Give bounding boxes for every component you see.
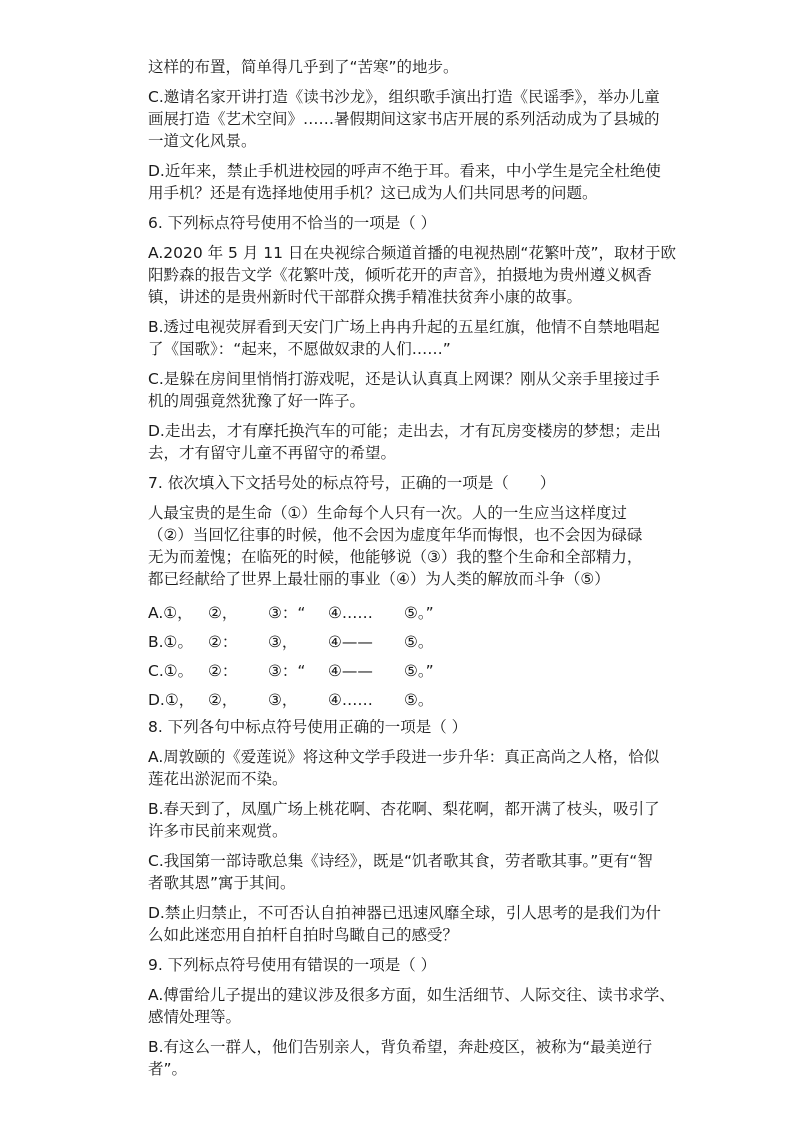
q5-option-d [148,160,696,204]
q7-option-d [148,685,696,714]
q6-option-d [148,420,696,464]
text-line: C.是躲在房间里悄悄打游戏呢，还是认认真真上网课？刚从父亲手里接过手 [148,370,660,388]
text-line: B.春天到了，凤凰广场上桃花啊、杏花啊、梨花啊，都开满了枝头，吸引了 [148,800,660,818]
text-line: D.近年来，禁止手机进校园的呼声不绝于耳。看来，中小学生是完全杜绝使 [148,162,661,180]
text-line: 者歌其恩”寓于其间。 [148,874,296,892]
text-line: （②）当回忆往事的时候，他不会因为虚度年华而悔恨，也不会因为碌碌 [148,526,643,544]
q6-option-c [148,368,696,412]
text-line: 去，才有留守儿童不再留守的希望。 [148,444,397,462]
option-cell: C.①。 [148,661,194,680]
text-line: 机的周强竟然犹豫了好一阵子。 [148,392,366,410]
question-stem: 8. 下列各句中标点符号使用正确的一项是（ ） [148,718,468,736]
q9-option-a [148,984,696,1028]
q8-option-b [148,798,696,842]
question-stem: 6. 下列标点符号使用不恰当的一项是（ ） [148,214,437,232]
option-cell: ④—— [328,632,373,651]
q7-option-c [148,656,696,685]
q6-option-a [148,242,696,308]
text-line: A.周敦颐的《爱莲说》将这种文学手段进一步升华：真正高尚之人格，恰似 [148,748,660,766]
question-stem: 7. 依次填入下文括号处的标点符号，正确的一项是（ ） [148,474,556,492]
q8-stem [148,716,696,738]
text-line: A.傅雷给儿子提出的建议涉及很多方面，如生活细节、人际交往、读书求学、 [148,986,675,1004]
q7-passage [148,502,696,590]
q9-stem [148,954,696,976]
text-line: 感情处理等。 [148,1008,242,1026]
text-line: A.2020 年 5 月 11 日在央视综合频道首播的电视热剧“花繁叶茂”，取材于欧 [148,244,676,262]
option-cell: ②： [208,661,238,680]
text-line: D.禁止归禁止，不可否认自拍神器已迅速风靡全球，引人思考的是我们为什 [148,904,661,922]
option-cell: ④…… [328,690,373,709]
text-line: 许多市民前来观赏。 [148,822,288,840]
option-cell: B.①。 [148,632,193,651]
text-line: 这样的布置，简单得几乎到了“苦寒”的地步。 [148,58,459,76]
text-line: 用手机？还是有选择地使用手机？这已成为人们共同思考的问题。 [148,184,598,202]
text-line: 人最宝贵的是生命（①）生命每个人只有一次。人的一生应当这样度过 [148,504,627,522]
text-line: C.我国第一部诗歌总集《诗经》，既是“饥者歌其食，劳者歌其事。”更有“智 [148,852,653,870]
text-line: B.有这么一群人，他们告别亲人，背负希望，奔赴疫区，被称为“最美逆行 [148,1038,653,1056]
text-line: 一道文化风景。 [148,132,257,150]
option-cell: ⑤。 [404,632,434,651]
document-body [148,56,696,1080]
q8-option-a [148,746,696,790]
text-line: 都已经献给了世界上最壮丽的事业（④）为人类的解放而斗争（⑤） [148,570,610,588]
option-cell: ②： [208,632,238,651]
text-line: 画展打造《艺术空间》……暑假期间这家书店开展的系列活动成为了县城的 [148,110,660,128]
q7-option-a [148,598,696,627]
q6-option-b [148,316,696,360]
q7-option-b [148,627,696,656]
option-cell: ⑤。” [404,661,434,680]
question-stem: 9. 下列标点符号使用有错误的一项是（ ） [148,956,437,974]
text-line: 阳黔森的报告文学《花繁叶茂，倾听花开的声音》，拍摄地为贵州遵义枫香 [148,266,652,284]
option-cell: ④—— [328,661,373,680]
option-cell: ③， [268,632,298,651]
q5-option-c [148,86,696,152]
option-cell: ③：“ [268,603,306,622]
option-cell: ⑤。” [404,603,434,622]
q8-option-c [148,850,696,894]
q8-option-d [148,902,696,946]
text-line: 了《国歌》：“起来，不愿做奴隶的人们……” [148,340,451,358]
option-cell: ②， [208,690,238,709]
text-line: C.邀请名家开讲打造《读书沙龙》，组织歌手演出打造《民谣季》，举办儿童 [148,88,660,106]
text-line: 者”。 [148,1060,188,1078]
option-cell: ②， [208,603,238,622]
intro-paragraph [148,56,696,78]
text-line: 无为而羞愧；在临死的时候，他能够说（③）我的整个生命和全部精力， [148,548,643,566]
option-cell: ③， [268,690,298,709]
q9-option-b [148,1036,696,1080]
text-line: 镇，讲述的是贵州新时代干部群众携手精准扶贫奔小康的故事。 [148,288,583,306]
option-cell: ③：“ [268,661,306,680]
option-cell: ⑤。 [404,690,434,709]
text-line: 么如此迷恋用自拍杆自拍时鸟瞰自己的感受？ [148,926,459,944]
text-line: 莲花出淤泥而不染。 [148,770,288,788]
text-line: D.走出去，才有摩托换汽车的可能；走出去，才有瓦房变楼房的梦想；走出 [148,422,661,440]
option-cell: ④…… [328,603,373,622]
text-line: B.透过电视荧屏看到天安门广场上冉冉升起的五星红旗，他情不自禁地唱起 [148,318,660,336]
q7-stem [148,472,696,494]
option-cell: A.①， [148,603,193,622]
option-cell: D.①， [148,690,195,709]
q7-options [148,598,696,714]
q6-stem [148,212,696,234]
